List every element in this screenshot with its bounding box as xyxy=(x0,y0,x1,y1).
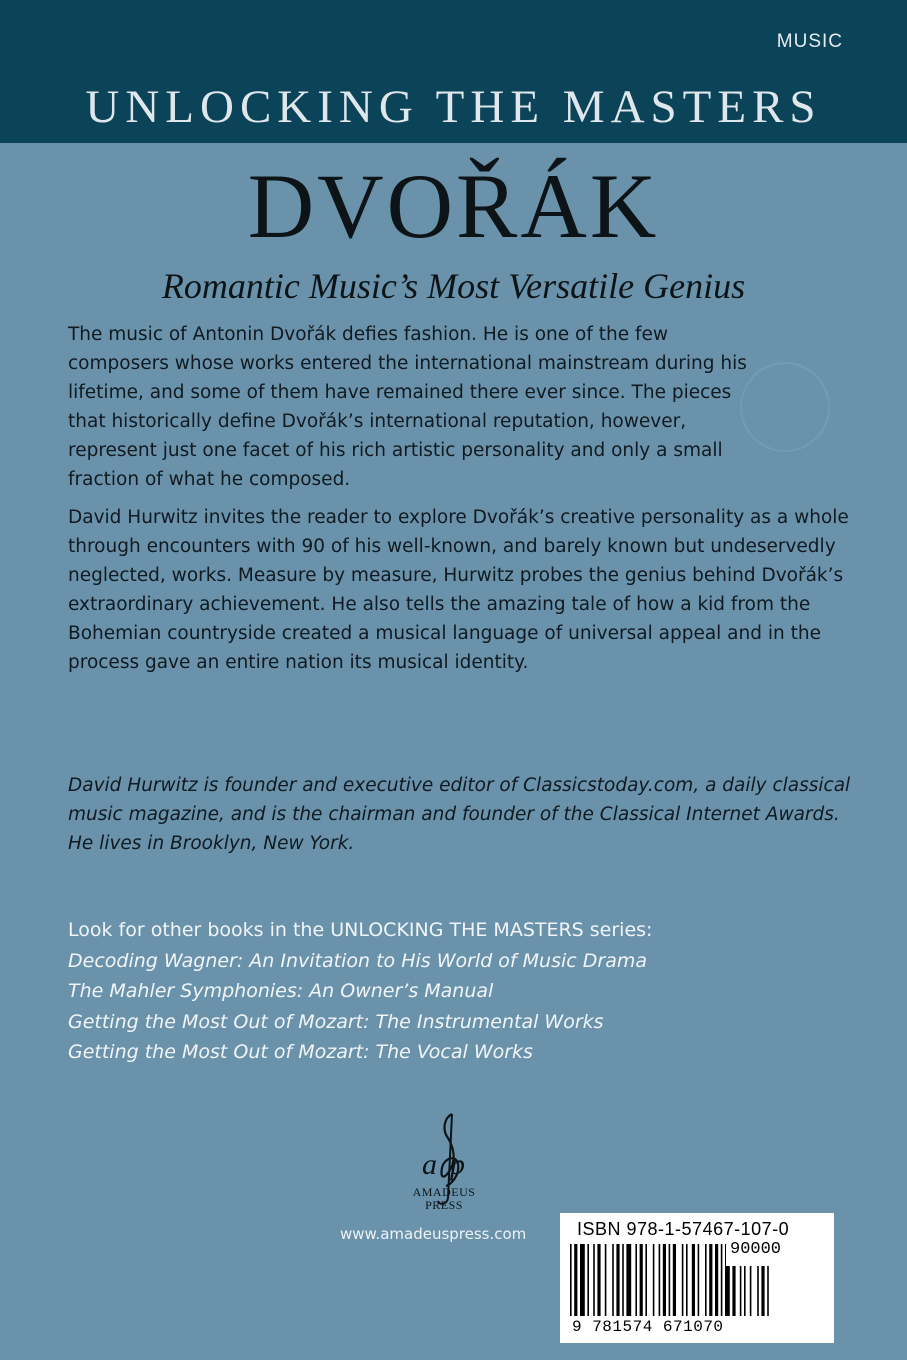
series-book: Getting the Most Out of Mozart: The Instrumental Works xyxy=(68,1010,604,1033)
svg-text:p: p xyxy=(450,1148,465,1181)
isbn-text: ISBN 978-1-57467-107-0 xyxy=(577,1219,790,1239)
series-list xyxy=(68,915,868,1068)
book-subtitle: Romantic Music’s Most Versatile Genius xyxy=(161,266,746,306)
book-title: DVOŘÁK xyxy=(247,155,660,257)
publisher-url: www.amadeuspress.com xyxy=(340,1225,527,1243)
header-band xyxy=(0,0,907,143)
publisher-name-line1: AMADEUS xyxy=(412,1185,476,1199)
category-label: MUSIC xyxy=(776,31,843,52)
description-paragraph-1: The music of Antonin Dvořák defies fashion. He is one of the few composers whose works entered the international mainstream during his lifetime, and some of them have remained there ever since. The pieces that historically define Dvořák’s international reputation, however, represent just one facet of his rich artistic personality and only a small fraction of what he composed. xyxy=(68,324,747,490)
publisher-name xyxy=(394,1186,494,1212)
series-book: Getting the Most Out of Mozart: The Vocal Works xyxy=(68,1041,533,1063)
series-list-intro: Look for other books in the UNLOCKING THE MASTERS series: xyxy=(68,919,653,941)
ean-number: 9 781574 671070 xyxy=(572,1318,724,1336)
series-title: UNLOCKING THE MASTERS xyxy=(85,81,822,133)
author-bio: David Hurwitz is founder and executive editor of Classicstoday.com, a daily classical music magazine, and is the chairman and founder of the Classical Internet Awards. He lives in Brooklyn, New York. xyxy=(68,775,851,854)
svg-text:a: a xyxy=(422,1148,437,1181)
series-book: Decoding Wagner: An Invitation to His World of Music Drama xyxy=(68,949,647,972)
description-paragraph-2: David Hurwitz invites the reader to explore Dvořák’s creative personality as a whole through encounters with 90 of his well-known, and barely known but undeservedly neglected, works. Measure by measure, Hurwitz probes the genius behind Dvořák’s extraordinary achievement. He also tells the amazing tale of how a kid from the Bohemian countryside created a musical language of universal appeal and in the process gave an entire nation its musical identity. xyxy=(68,507,849,673)
price-code: 90000 xyxy=(730,1240,782,1259)
publisher-name-line2: PRESS xyxy=(425,1198,463,1212)
barcode-bars xyxy=(566,1244,828,1329)
series-book: The Mahler Symphonies: An Owner’s Manual xyxy=(68,980,494,1002)
